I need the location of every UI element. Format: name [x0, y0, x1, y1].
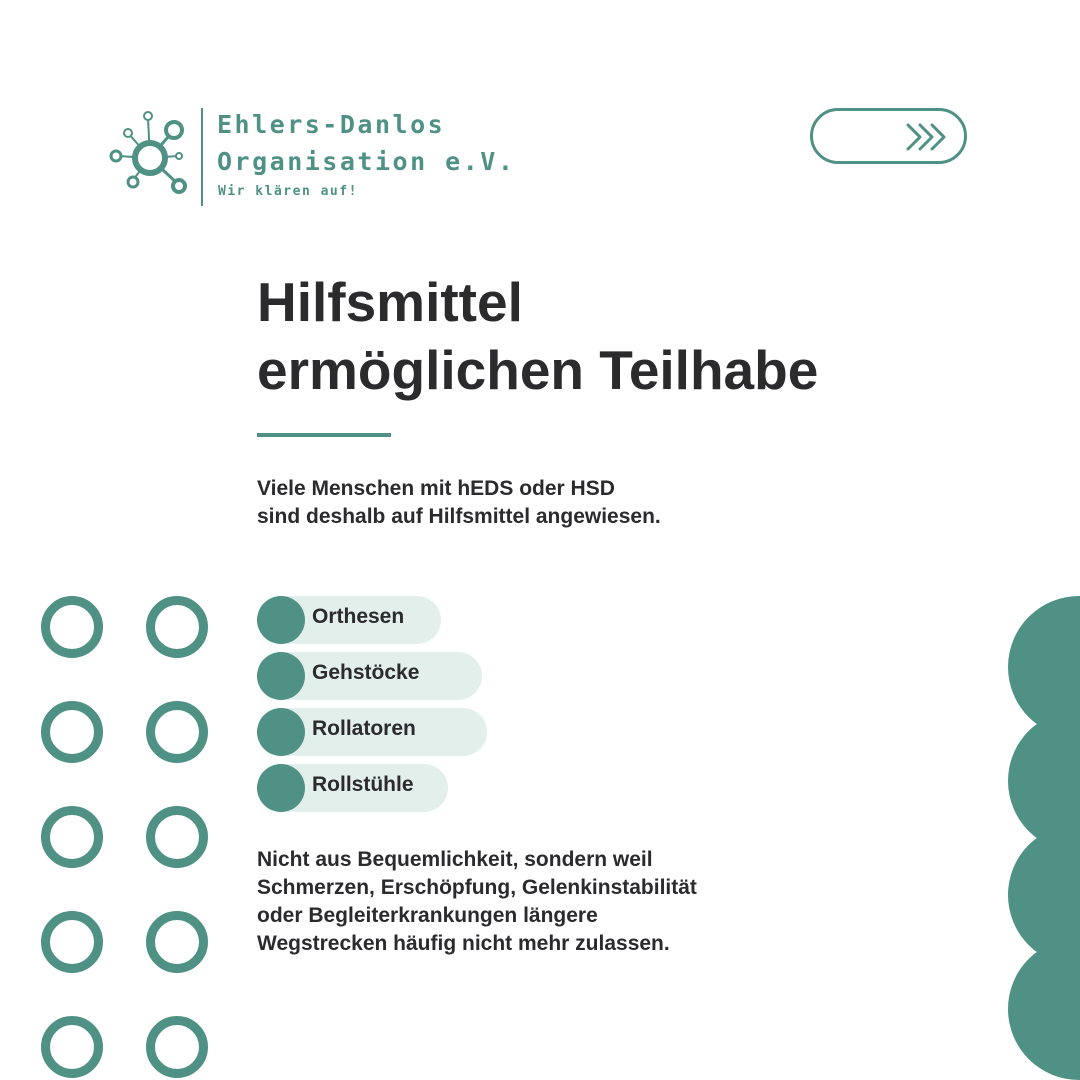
decorative-ring — [41, 701, 103, 763]
decorative-ring — [146, 806, 208, 868]
list-item-label: Gehstöcke — [312, 661, 420, 684]
list-item-label: Orthesen — [312, 605, 405, 628]
title-underline — [257, 433, 391, 437]
decorative-ring-grid — [0, 590, 230, 1080]
logo-divider — [201, 108, 203, 206]
page-title-line2: ermöglichen Teilhabe — [257, 339, 819, 401]
bullet-dot — [257, 708, 305, 756]
list-item-label: Rollatoren — [312, 717, 416, 740]
decorative-ring — [146, 596, 208, 658]
page-title-line1: Hilfsmittel — [257, 271, 523, 333]
decorative-ring — [41, 911, 103, 973]
body-line4: Wegstrecken häufig nicht mehr zulassen. — [257, 932, 670, 955]
decorative-ring — [41, 806, 103, 868]
page-title — [257, 268, 818, 404]
brand-name-line2: Organisation e.V. — [217, 147, 516, 176]
network-molecule-icon — [108, 108, 190, 198]
bullet-dot — [257, 652, 305, 700]
list-item — [257, 764, 448, 812]
body-line1: Nicht aus Bequemlichkeit, sondern weil — [257, 848, 653, 871]
list-item — [257, 596, 441, 644]
intro-line1: Viele Menschen mit hEDS oder HSD — [257, 477, 615, 500]
list-item — [257, 708, 487, 756]
bullet-dot — [257, 596, 305, 644]
body-line2: Schmerzen, Erschöpfung, Gelenkinstabilität — [257, 876, 697, 899]
bullet-dot — [257, 764, 305, 812]
decorative-ring — [41, 596, 103, 658]
decorative-ring — [146, 701, 208, 763]
brand-tagline: Wir klären auf! — [218, 184, 358, 199]
intro-line2: sind deshalb auf Hilfsmittel angewiesen. — [257, 505, 661, 528]
decorative-ring — [146, 911, 208, 973]
decorative-scalloped-edge — [1008, 596, 1080, 1080]
list-item — [257, 652, 482, 700]
decorative-scallop — [1008, 938, 1080, 1080]
decorative-ring — [41, 1016, 103, 1078]
list-item-label: Rollstühle — [312, 773, 414, 796]
intro-text — [257, 475, 661, 531]
brand-logo — [108, 108, 516, 208]
body-line3: oder Begleiterkrankungen längere — [257, 904, 598, 927]
next-slide-button[interactable] — [810, 108, 967, 164]
brand-name-line1: Ehlers-Danlos — [217, 110, 446, 139]
body-paragraph — [257, 846, 697, 958]
decorative-ring — [146, 1016, 208, 1078]
triple-chevron-right-icon — [904, 122, 950, 152]
